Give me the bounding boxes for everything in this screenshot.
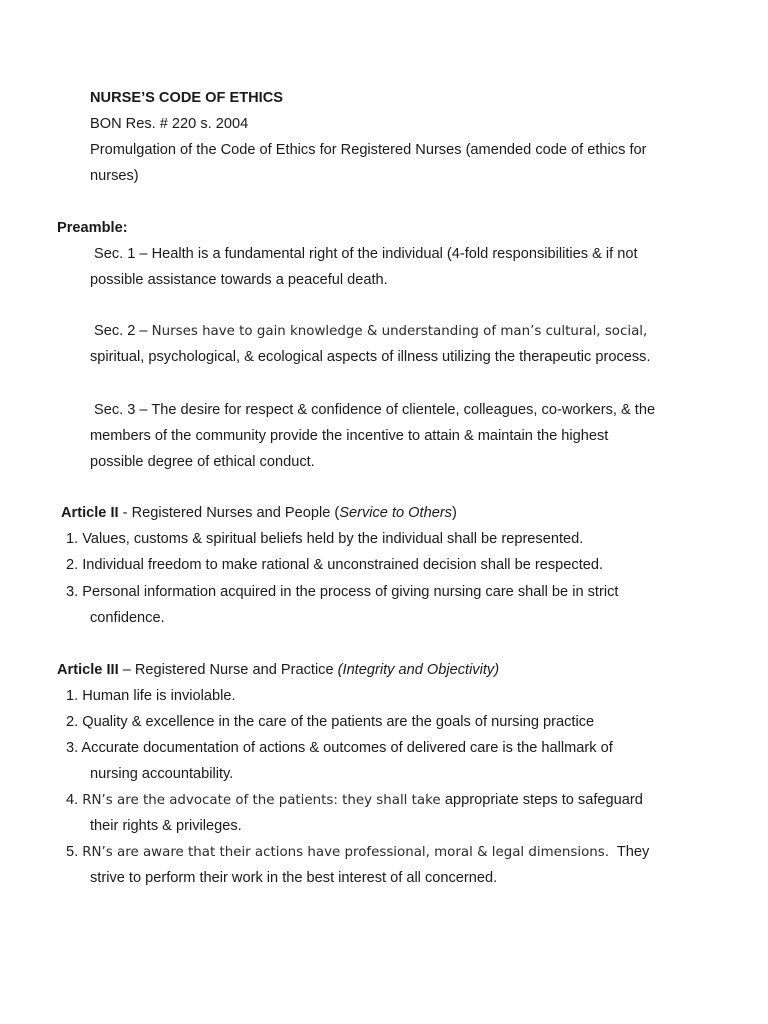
sec1-label: Sec. 1 –	[94, 246, 152, 262]
article-3-subtitle: (Integrity and Objectivity)	[337, 662, 500, 678]
article-3-item-4-line-1	[66, 791, 643, 810]
item-5-text-soft: RN’s are aware that their actions have professional, moral & legal dimensions.	[82, 845, 610, 860]
article-3-heading	[57, 661, 499, 679]
preamble-sec3-line-3: possible degree of ethical conduct.	[90, 454, 315, 470]
article-2-close: )	[451, 505, 457, 521]
preamble-sec1-line-1	[94, 245, 638, 263]
preamble-sec2-line-2: spiritual, psychological, & ecological aspects of illness utilizing the therapeutic process.	[90, 349, 651, 365]
sec2-text: Nurses have to gain knowledge & understanding of man’s cultural, social,	[151, 324, 648, 339]
article-3-item-3-line-2: nursing accountability.	[90, 766, 234, 782]
preamble-sec3-line-1	[94, 401, 655, 419]
item-4-text-soft: RN’s are the advocate of the patients: they shall take	[82, 793, 445, 808]
preamble-heading: Preamble:	[57, 220, 128, 236]
article-2-label: Article II	[61, 505, 119, 521]
item-4-number: 4.	[66, 792, 83, 808]
article-2-item-1: 1. Values, customs & spiritual beliefs held by the individual shall be represented.	[66, 531, 584, 547]
article-2-title: - Registered Nurses and People (	[118, 505, 340, 521]
article-2-heading	[61, 504, 457, 522]
promulgation-line-2: nurses)	[90, 168, 139, 184]
article-3-item-5-line-1	[66, 843, 649, 862]
article-2-item-2: 2. Individual freedom to make rational & unconstrained decision shall be respected.	[66, 557, 604, 573]
article-2-item-3-line-2: confidence.	[90, 610, 165, 626]
item-4-text: appropriate steps to safeguard	[444, 792, 643, 808]
sec3-text: The desire for respect & confidence of clientele, colleagues, co-workers, & the	[151, 402, 656, 418]
article-3-item-1: 1. Human life is inviolable.	[66, 688, 236, 704]
item-5-number: 5.	[66, 844, 83, 860]
article-3-item-5-line-2: strive to perform their work in the best interest of all concerned.	[90, 870, 498, 886]
sec1-text: Health is a fundamental right of the individual (4-fold responsibilities & if not	[151, 246, 638, 262]
article-2-item-3-line-1: 3. Personal information acquired in the process of giving nursing care shall be in strict	[66, 584, 619, 600]
article-3-item-4-line-2: their rights & privileges.	[90, 818, 242, 834]
preamble-sec2-line-1	[94, 322, 647, 341]
article-3-label: Article III	[57, 662, 119, 678]
article-3-title: – Registered Nurse and Practice	[118, 662, 338, 678]
sec2-label: Sec. 2 –	[94, 323, 152, 339]
preamble-sec1-line-2: possible assistance towards a peaceful death.	[90, 272, 388, 288]
document-title: NURSE’S CODE OF ETHICS	[90, 90, 283, 106]
article-2-subtitle: Service to Others	[339, 505, 452, 521]
item-5-text: They	[609, 844, 650, 860]
promulgation-line-1: Promulgation of the Code of Ethics for Registered Nurses (amended code of ethics for	[90, 142, 647, 158]
resolution-number: BON Res. # 220 s. 2004	[90, 116, 249, 132]
article-3-item-3-line-1: 3. Accurate documentation of actions & outcomes of delivered care is the hallmark of	[66, 740, 613, 756]
article-3-item-2: 2. Quality & excellence in the care of the patients are the goals of nursing practice	[66, 714, 595, 730]
sec3-label: Sec. 3 –	[94, 402, 152, 418]
preamble-sec3-line-2: members of the community provide the incentive to attain & maintain the highest	[90, 428, 609, 444]
